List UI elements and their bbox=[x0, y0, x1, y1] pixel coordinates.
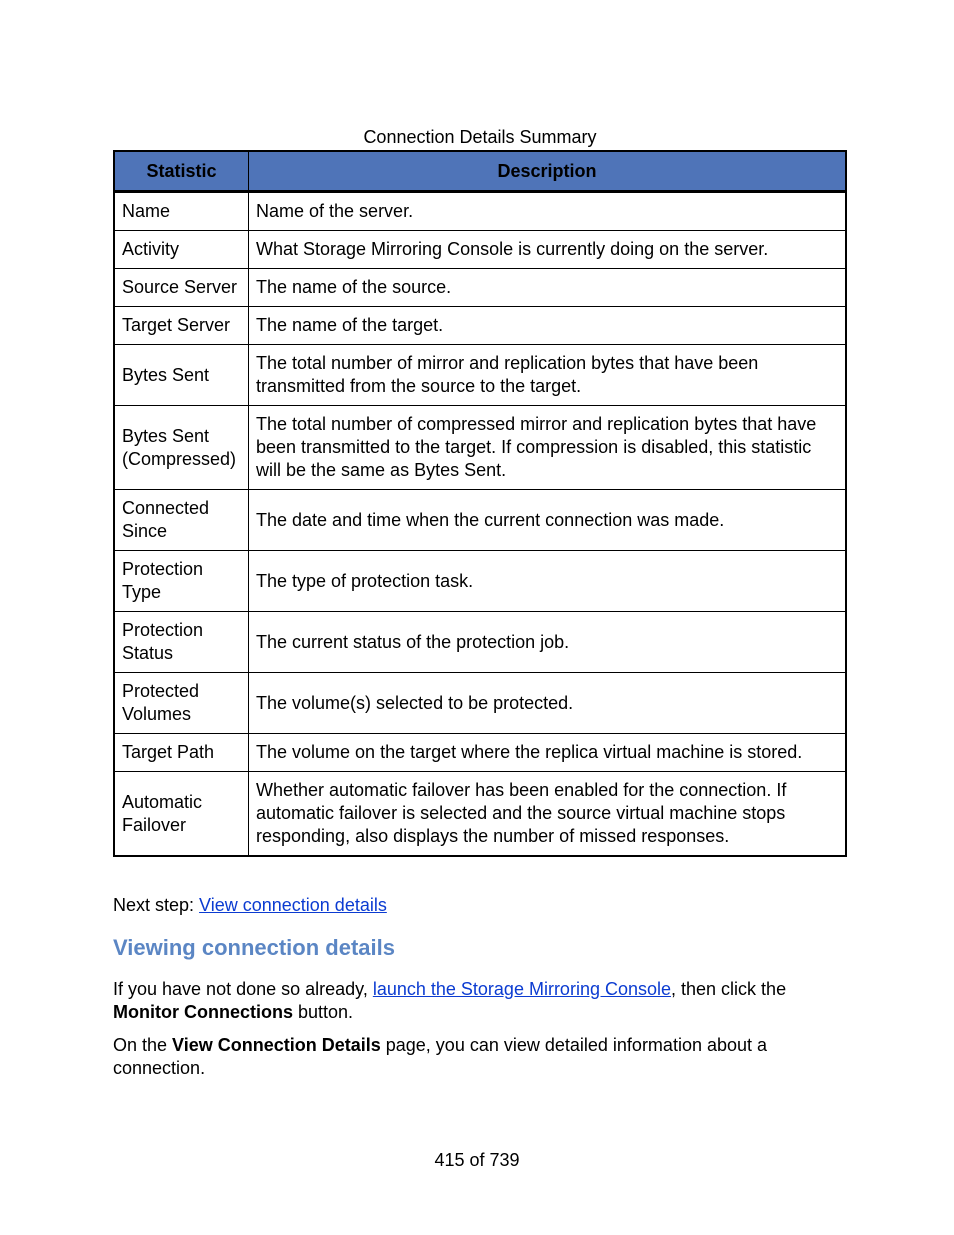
desc-cell: The current status of the protection job. bbox=[249, 612, 847, 673]
stat-cell: Name bbox=[114, 192, 249, 231]
stat-cell: Bytes Sent (Compressed) bbox=[114, 406, 249, 490]
intro-paragraph bbox=[113, 978, 833, 1024]
table-row bbox=[114, 772, 846, 857]
header-description: Description bbox=[249, 151, 847, 192]
desc-cell: The date and time when the current connection was made. bbox=[249, 490, 847, 551]
desc-cell: The volume on the target where the replica virtual machine is stored. bbox=[249, 734, 847, 772]
p2-text-after: page, you can view detailed information about a connection. bbox=[113, 1035, 768, 1078]
desc-cell: The name of the source. bbox=[249, 269, 847, 307]
section-heading: Viewing connection details bbox=[113, 935, 395, 960]
desc-cell: The type of protection task. bbox=[249, 551, 847, 612]
view-connection-details-link[interactable]: View connection details bbox=[199, 895, 387, 915]
desc-cell: Whether automatic failover has been enabled for the connection. If automatic failover is selected and the source virtual machine stops responding, also displays the number of missed responses. bbox=[249, 772, 847, 857]
desc-cell: Name of the server. bbox=[249, 192, 847, 231]
header-statistic: Statistic bbox=[114, 151, 249, 192]
monitor-connections-label: Monitor Connections bbox=[113, 1002, 293, 1022]
table-row bbox=[114, 307, 846, 345]
stat-cell: Protected Volumes bbox=[114, 673, 249, 734]
table-row bbox=[114, 734, 846, 772]
table-row bbox=[114, 345, 846, 406]
launch-console-link[interactable]: launch the Storage Mirroring Console bbox=[372, 979, 672, 999]
p1-text-after: button. bbox=[292, 1002, 354, 1022]
page-number: 415 of 739 bbox=[434, 1150, 520, 1170]
connection-details-table bbox=[113, 150, 847, 857]
table-row bbox=[114, 551, 846, 612]
p1-text-before: If you have not done so already, bbox=[113, 979, 373, 999]
table-header-row bbox=[114, 151, 846, 192]
table-caption: Connection Details Summary bbox=[363, 127, 597, 147]
stat-cell: Automatic Failover bbox=[114, 772, 249, 857]
desc-cell: The volume(s) selected to be protected. bbox=[249, 673, 847, 734]
stat-cell: Target Path bbox=[114, 734, 249, 772]
table-row bbox=[114, 673, 846, 734]
p1-text-middle: , then click the bbox=[671, 979, 787, 999]
desc-cell: The name of the target. bbox=[249, 307, 847, 345]
stat-cell: Protection Type bbox=[114, 551, 249, 612]
stat-cell: Target Server bbox=[114, 307, 249, 345]
stat-cell: Connected Since bbox=[114, 490, 249, 551]
desc-cell: What Storage Mirroring Console is currently doing on the server. bbox=[249, 231, 847, 269]
table-row bbox=[114, 612, 846, 673]
table-row bbox=[114, 192, 846, 231]
table-row bbox=[114, 490, 846, 551]
table-row bbox=[114, 269, 846, 307]
p2-text-before: On the bbox=[113, 1035, 173, 1055]
stat-cell: Protection Status bbox=[114, 612, 249, 673]
next-step-line bbox=[113, 894, 387, 917]
stat-cell: Activity bbox=[114, 231, 249, 269]
table-row bbox=[114, 406, 846, 490]
desc-cell: The total number of mirror and replication bytes that have been transmitted from the source to the target. bbox=[249, 345, 847, 406]
stat-cell: Source Server bbox=[114, 269, 249, 307]
next-step-prefix: Next step: bbox=[113, 895, 200, 915]
details-paragraph bbox=[113, 1034, 833, 1080]
stat-cell: Bytes Sent bbox=[114, 345, 249, 406]
table-row bbox=[114, 231, 846, 269]
view-connection-details-label: View Connection Details bbox=[172, 1035, 381, 1055]
desc-cell: The total number of compressed mirror and replication bytes that have been transmitted to the target. If compression is disabled, this statistic will be the same as Bytes Sent. bbox=[249, 406, 847, 490]
